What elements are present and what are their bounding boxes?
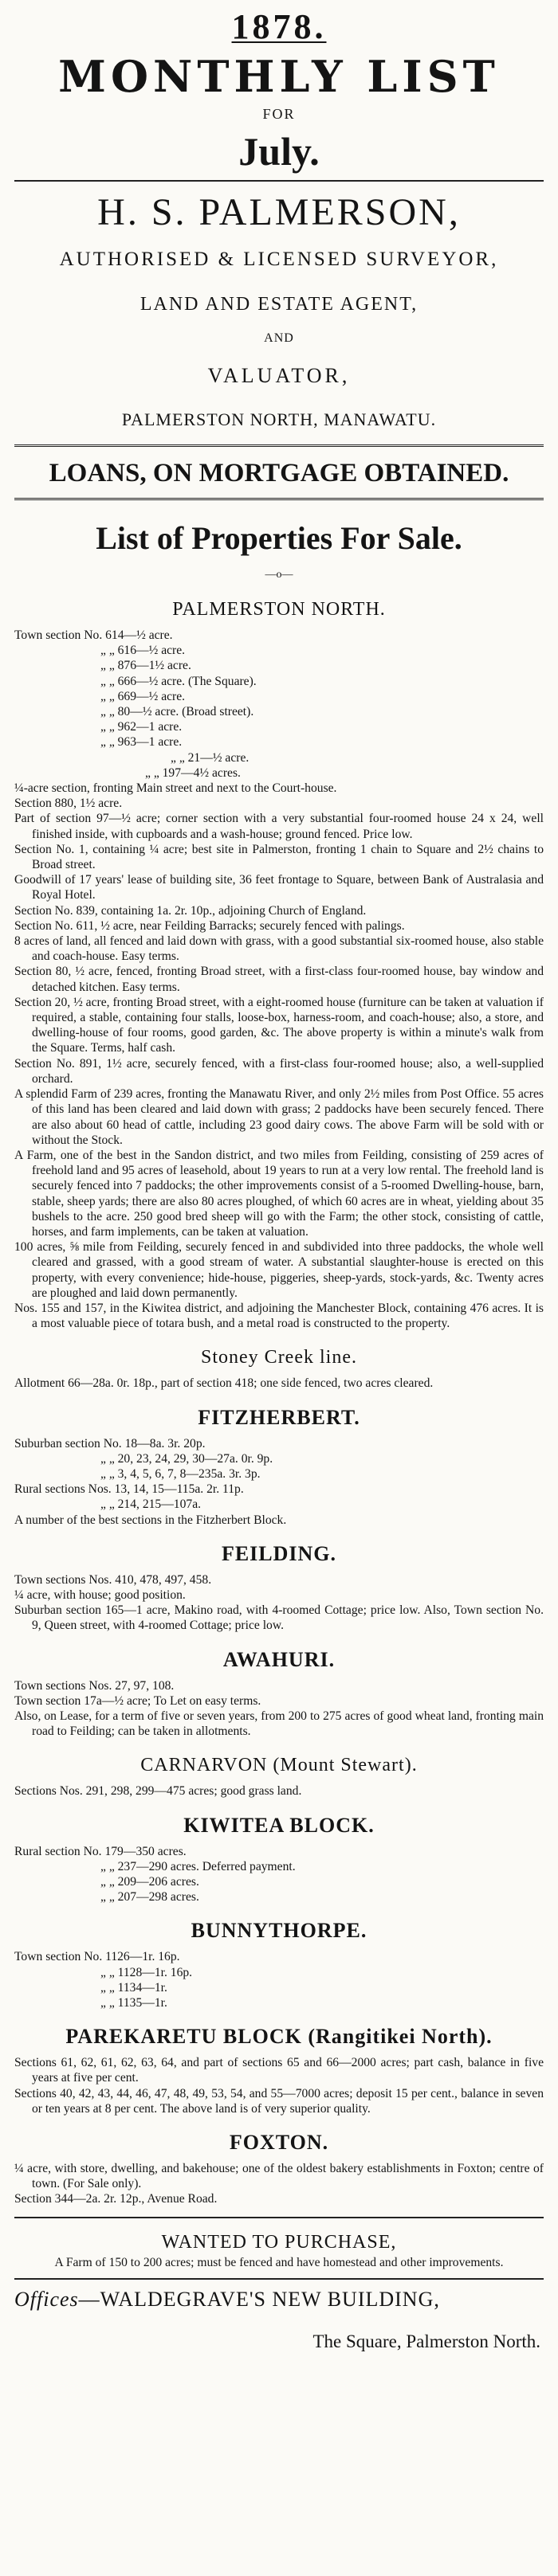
section-title: PALMERSTON NORTH. xyxy=(172,599,386,620)
section-title: BUNNYTHORPE. xyxy=(191,1919,367,1943)
property-entry: „ „ 666—½ acre. (The Square). xyxy=(100,674,257,688)
property-list xyxy=(14,1376,544,1391)
property-entry: Section 880, 1½ acre. xyxy=(14,797,123,811)
section-title: CARNARVON (Mount Stewart). xyxy=(140,1755,418,1776)
firm-title-surveyor: AUTHORISED & LICENSED SURVEYOR, xyxy=(59,249,499,270)
year-heading: 1878. xyxy=(231,7,327,46)
for-label: FOR xyxy=(262,106,296,122)
property-entry: „ „ 1128—1r. 16p. xyxy=(100,1965,193,1979)
property-entry: Allotment 66—28a. 0r. 18p., part of section 418; one side fenced, two acres cleared. xyxy=(14,1376,434,1391)
divider xyxy=(14,180,544,182)
property-entry: Goodwill of 17 years' lease of building site, 36 feet frontage to Square, between Bank of Australasia and Royal Hotel. xyxy=(14,873,544,902)
property-section xyxy=(14,2129,544,2207)
property-entry: „ „ 197—4½ acres. xyxy=(145,765,241,780)
property-entry: ¼ acre, with house; good position. xyxy=(14,1587,186,1602)
properties-heading: List of Properties For Sale. xyxy=(96,520,462,556)
offices-line xyxy=(14,2286,544,2313)
loans-heading: LOANS, ON MORTGAGE OBTAINED. xyxy=(49,459,509,487)
property-entry: Section No. 839, containing 1a. 2r. 10p., adjoining Church of England. xyxy=(14,903,367,918)
property-entry: Sections 40, 42, 43, 44, 46, 47, 48, 49, 53, 54, and 55—7000 acres; deposit 15 per cent., balance in seven or ten years at 8 per cent. The above land is of very superior quality. xyxy=(14,2086,544,2116)
property-entry: Section No. 1, containing ¼ acre; best site in Palmerston, fronting 1 chain to Square and 2½ chains to Broad street. xyxy=(14,842,544,872)
property-entry: „ „ 214, 215—107a. xyxy=(100,1497,202,1512)
property-entry: Suburban section 165—1 acre, Makino road, with 4-roomed Cottage; price low. Also, Town section No. 9, Queen street, with 4-roomed Cottage; price low. xyxy=(14,1603,544,1633)
property-entry: Rural sections Nos. 13, 14, 15—115a. 2r. 11p. xyxy=(14,1482,244,1497)
property-list xyxy=(14,1572,544,1634)
property-entry: Also, on Lease, for a term of five or seven years, from 200 to 275 acres of good wheat land, fronting main road to Feilding; can be taken in allotments. xyxy=(14,1709,544,1739)
property-section xyxy=(14,1344,544,1391)
property-entry: 100 acres, ⅝ mile from Feilding, securely fenced in and subdivided into three paddocks, the whole well cleared and grassed, with a good stream of water. A substantial slaughter-house is erected on this property, with every convenience; hide-house, piggeries, sheep-yards, stock-yards, &c. Twenty acres are ploughed and laid down permanently. xyxy=(14,1240,544,1300)
property-section xyxy=(14,596,544,1331)
property-entry: „ „ 962—1 acre. xyxy=(100,720,183,734)
ornament: —o— xyxy=(265,569,293,581)
property-entry: „ „ 21—½ acre. xyxy=(171,750,250,765)
property-section xyxy=(14,1917,544,2010)
property-entry: Section 20, ½ acre, fronting Broad street, with a eight-roomed house (furniture can be taken at valuation if required, a stable, containing four stalls, loose-box, harness-room, and coach-house; also, a store, and dwelling-house of four rooms, good garden, &c. The above property is within a minute's walk from the Square. Terms, half cash. xyxy=(14,995,544,1055)
property-list xyxy=(14,2161,544,2207)
property-section xyxy=(14,1404,544,1528)
month-heading: July. xyxy=(238,129,320,174)
firm-name: H. S. PALMERSON, xyxy=(97,191,461,233)
property-list xyxy=(14,1678,544,1740)
property-entry: Suburban section No. 18—8a. 3r. 20p. xyxy=(14,1436,206,1450)
property-list xyxy=(14,1844,544,1905)
property-list xyxy=(14,628,544,1331)
property-entry: „ „ 963—1 acre. xyxy=(100,735,183,750)
property-entry: „ „ 209—206 acres. xyxy=(100,1875,199,1889)
property-entry: A Farm, one of the best in the Sandon district, and two miles from Feilding, consisting of 259 acres of freehold land and 95 acres of leasehold, about 19 years to run at a very low rental. The freehold land is securely fenced into 7 paddocks; the other improvements consist of a 5-roomed Dwelling-house, barn, stable, sheep yards; there are also 80 acres ploughed, of which 60 acres are in wheat, yielding about 35 bushels to the acre. 250 good bred sheep will go with the Farm; the other stock, consisting of cattle, horses, and farm implements, can be taken at valuation. xyxy=(14,1148,544,1239)
property-entry: Town section No. 1126—1r. 16p. xyxy=(14,1950,180,1964)
property-entry: Section No. 891, 1½ acre, securely fenced, with a first-class four-roomed house; also, a well-supplied orchard. xyxy=(14,1056,544,1086)
offices-address: —WALDEGRAVE'S NEW BUILDING, xyxy=(78,2287,440,2311)
divider xyxy=(14,2217,544,2218)
property-entry: „ „ 1135—1r. xyxy=(100,1996,167,2010)
property-entry: Section 344—2a. 2r. 12p., Avenue Road. xyxy=(14,2192,218,2206)
wanted-heading: WANTED TO PURCHASE, xyxy=(161,2231,397,2253)
property-entry: Nos. 155 and 157, in the Kiwitea district, and adjoining the Manchester Block, containing 476 acres. It is a most valuable piece of totara bush, and a metal road is constructed to the property. xyxy=(14,1301,544,1331)
list-title-heading: MONTHLY LIST xyxy=(58,51,500,102)
property-entry: 8 acres of land, all fenced and laid down with grass, with a good substantial six-roomed house, also stable and coach-house. Easy terms. xyxy=(14,934,544,964)
property-section xyxy=(14,2023,544,2116)
property-entry: Section No. 611, ½ acre, near Feilding Barracks; securely fenced with palings. xyxy=(14,918,405,933)
offices-label: Offices xyxy=(14,2287,79,2311)
property-entry: ¼ acre, with store, dwelling, and bakehouse; one of the oldest bakery establishments in Foxton; centre of town. (For Sale only). xyxy=(14,2162,544,2191)
property-entry: A number of the best sections in the Fitzherbert Block. xyxy=(14,1513,287,1527)
firm-title-valuator: VALUATOR, xyxy=(207,364,351,387)
property-entry: „ „ 1134—1r. xyxy=(100,1980,167,1995)
wanted-text: A Farm of 150 to 200 acres; must be fenced and have homestead and other improvements. xyxy=(54,2255,504,2269)
monthly-list-page xyxy=(14,0,544,2355)
property-entry: „ „ 876—1½ acre. xyxy=(100,659,191,673)
property-sections xyxy=(14,596,544,2207)
section-title: FOXTON. xyxy=(229,2131,329,2155)
property-entry: Part of section 97—½ acre; corner section with a very substantial four-roomed house 24 x 24, well finished inside, with cupboards and a wash-house; ground fenced. Price low. xyxy=(14,812,544,841)
property-entry: Rural section No. 179—350 acres. xyxy=(14,1844,187,1858)
property-entry: A splendid Farm of 239 acres, fronting the Manawatu River, and only 2½ miles from Post Office. 55 acres of this land has been cleared and laid down with grass; 2 paddocks have been securely fenced. There are also about 60 head of cattle, including 23 good dairy cows. The above Farm will be sold with or without the Stock. xyxy=(14,1087,544,1147)
property-section xyxy=(14,1541,544,1634)
property-list xyxy=(14,1783,544,1799)
property-entry: „ „ 3, 4, 5, 6, 7, 8—235a. 3r. 3p. xyxy=(100,1466,261,1481)
firm-location: PALMERSTON NORTH, MANAWATU. xyxy=(121,409,437,429)
property-entry: „ „ 20, 23, 24, 29, 30—27a. 0r. 9p. xyxy=(100,1451,273,1466)
section-title: FEILDING. xyxy=(221,1541,337,1565)
property-section xyxy=(14,1752,544,1799)
section-title: Stoney Creek line. xyxy=(201,1347,357,1368)
property-entry: Section 80, ½ acre, fenced, fronting Broad street, with a first-class four-roomed house, bay window and detached kitchen. Easy terms. xyxy=(14,965,544,994)
property-entry: Town section 17a—½ acre; To Let on easy terms. xyxy=(14,1693,261,1708)
property-entry: „ „ 80—½ acre. (Broad street). xyxy=(100,705,254,719)
offices-square: The Square, Palmerston North. xyxy=(312,2331,540,2351)
section-title: AWAHURI. xyxy=(222,1647,336,1671)
firm-title-and: AND xyxy=(264,331,294,345)
property-entry: „ „ 669—½ acre. xyxy=(100,689,186,703)
section-title: PAREKARETU BLOCK (Rangitikei North). xyxy=(65,2025,493,2049)
firm-title-agent: LAND AND ESTATE AGENT, xyxy=(140,294,418,315)
property-section xyxy=(14,1812,544,1905)
divider xyxy=(14,444,544,447)
property-entry: ¼-acre section, fronting Main street and next to the Court-house. xyxy=(14,781,337,796)
property-list xyxy=(14,2055,544,2116)
divider xyxy=(14,498,544,500)
property-entry: Sections Nos. 291, 298, 299—475 acres; good grass land. xyxy=(14,1784,302,1799)
property-entry: Town sections Nos. 27, 97, 108. xyxy=(14,1678,175,1693)
property-entry: Sections 61, 62, 61, 62, 63, 64, and part of sections 65 and 66—2000 acres; part cash, balance in five years at five per cent. xyxy=(14,2056,544,2085)
divider xyxy=(14,2278,544,2280)
property-entry: „ „ 237—290 acres. Deferred payment. xyxy=(100,1859,296,1873)
property-section xyxy=(14,1646,544,1740)
property-list xyxy=(14,1436,544,1528)
property-list xyxy=(14,1949,544,2010)
property-entry: „ „ 616—½ acre. xyxy=(100,644,186,658)
section-title: KIWITEA BLOCK. xyxy=(183,1813,375,1837)
property-entry: Town section No. 614—½ acre. xyxy=(14,628,173,642)
property-entry: Town sections Nos. 410, 478, 497, 458. xyxy=(14,1572,212,1587)
section-title: FITZHERBERT. xyxy=(198,1405,360,1429)
property-entry: „ „ 207—298 acres. xyxy=(100,1890,199,1905)
